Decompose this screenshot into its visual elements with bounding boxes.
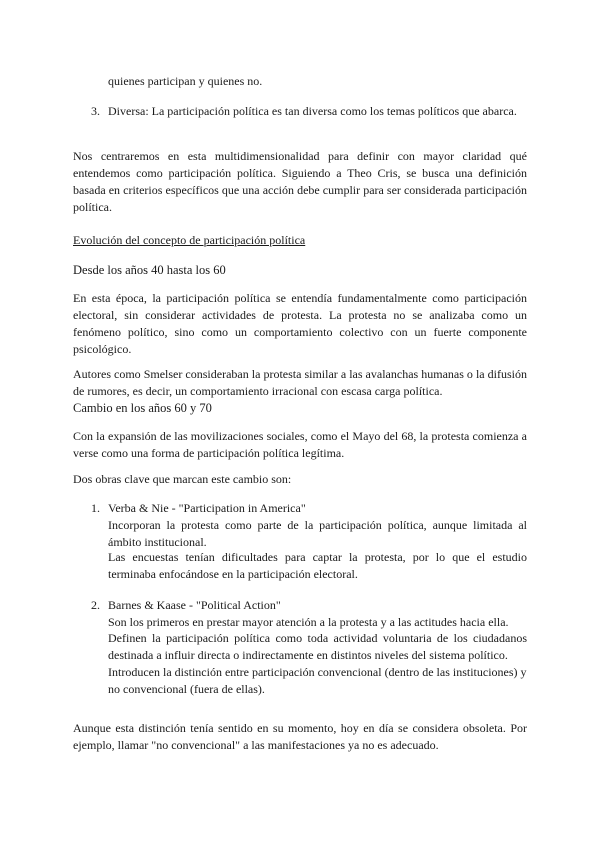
work-line: Introducen la distinción entre participación convencional (dentro de las instituciones) y no convencional (fuera de ellas). bbox=[108, 665, 527, 696]
section-heading: Evolución del concepto de participación política bbox=[73, 233, 306, 247]
work-line: Las encuestas tenían dificultades para captar la protesta, por lo que el estudio terminaba enfocándose en la participación electoral. bbox=[108, 550, 527, 581]
work-title-barnes-kaase: Barnes & Kaase - "Political Action" bbox=[108, 598, 281, 612]
paragraph-mayo-68: Con la expansión de las movilizaciones sociales, como el Mayo del 68, la protesta comienza a verse como una forma de participación política legítima. bbox=[73, 429, 527, 460]
work-line: Definen la participación política como toda actividad voluntaria de los ciudadanos destinada a influir directa o indirectamente en distintos niveles del sistema político. bbox=[108, 631, 527, 662]
list-number: 3. bbox=[91, 104, 100, 118]
work-title-verba-nie: Verba & Nie - "Participation in America" bbox=[108, 501, 306, 515]
paragraph-dos-obras: Dos obras clave que marcan este cambio son: bbox=[73, 472, 292, 486]
subheading-60s-70s: Cambio en los años 60 y 70 bbox=[73, 401, 212, 415]
work-line: Son los primeros en prestar mayor atención a la protesta y a las actitudes hacia ella. bbox=[108, 615, 509, 629]
closing-paragraph: Aunque esta distinción tenía sentido en su momento, hoy en día se considera obsoleta. Por ejemplo, llamar "no convencional" a las manifestaciones ya no es adecuado. bbox=[73, 721, 527, 752]
paragraph-smelser: Autores como Smelser consideraban la protesta similar a las avalanchas humanas o la difusión de rumores, es decir, un comportamiento irracional con escasa carga política. bbox=[73, 367, 527, 398]
work-line: Incorporan la protesta como parte de la participación política, aunque limitada al ámbito institucional. bbox=[108, 518, 527, 549]
list-item-continuation: quienes participan y quienes no. bbox=[108, 74, 263, 88]
paragraph-epoca: En esta época, la participación política se entendía fundamentalmente como participación electoral, sin considerar actividades de protesta. La protesta no se analizaba como un fenómeno político, sino como un comportamiento colectivo con un fuerte componente psicológico. bbox=[73, 291, 527, 356]
list-item-diversa: Diversa: La participación política es tan diversa como los temas políticos que abarca. bbox=[108, 104, 517, 118]
list-number: 2. bbox=[91, 598, 100, 612]
list-number: 1. bbox=[91, 501, 100, 515]
subheading-40s-60s: Desde los años 40 hasta los 60 bbox=[73, 263, 226, 277]
intro-paragraph: Nos centraremos en esta multidimensionalidad para definir con mayor claridad qué entendemos como participación política. Siguiendo a Theo Cris, se busca una definición basada en criterios específicos que una acción debe cumplir para ser considerada participación política. bbox=[73, 149, 527, 214]
